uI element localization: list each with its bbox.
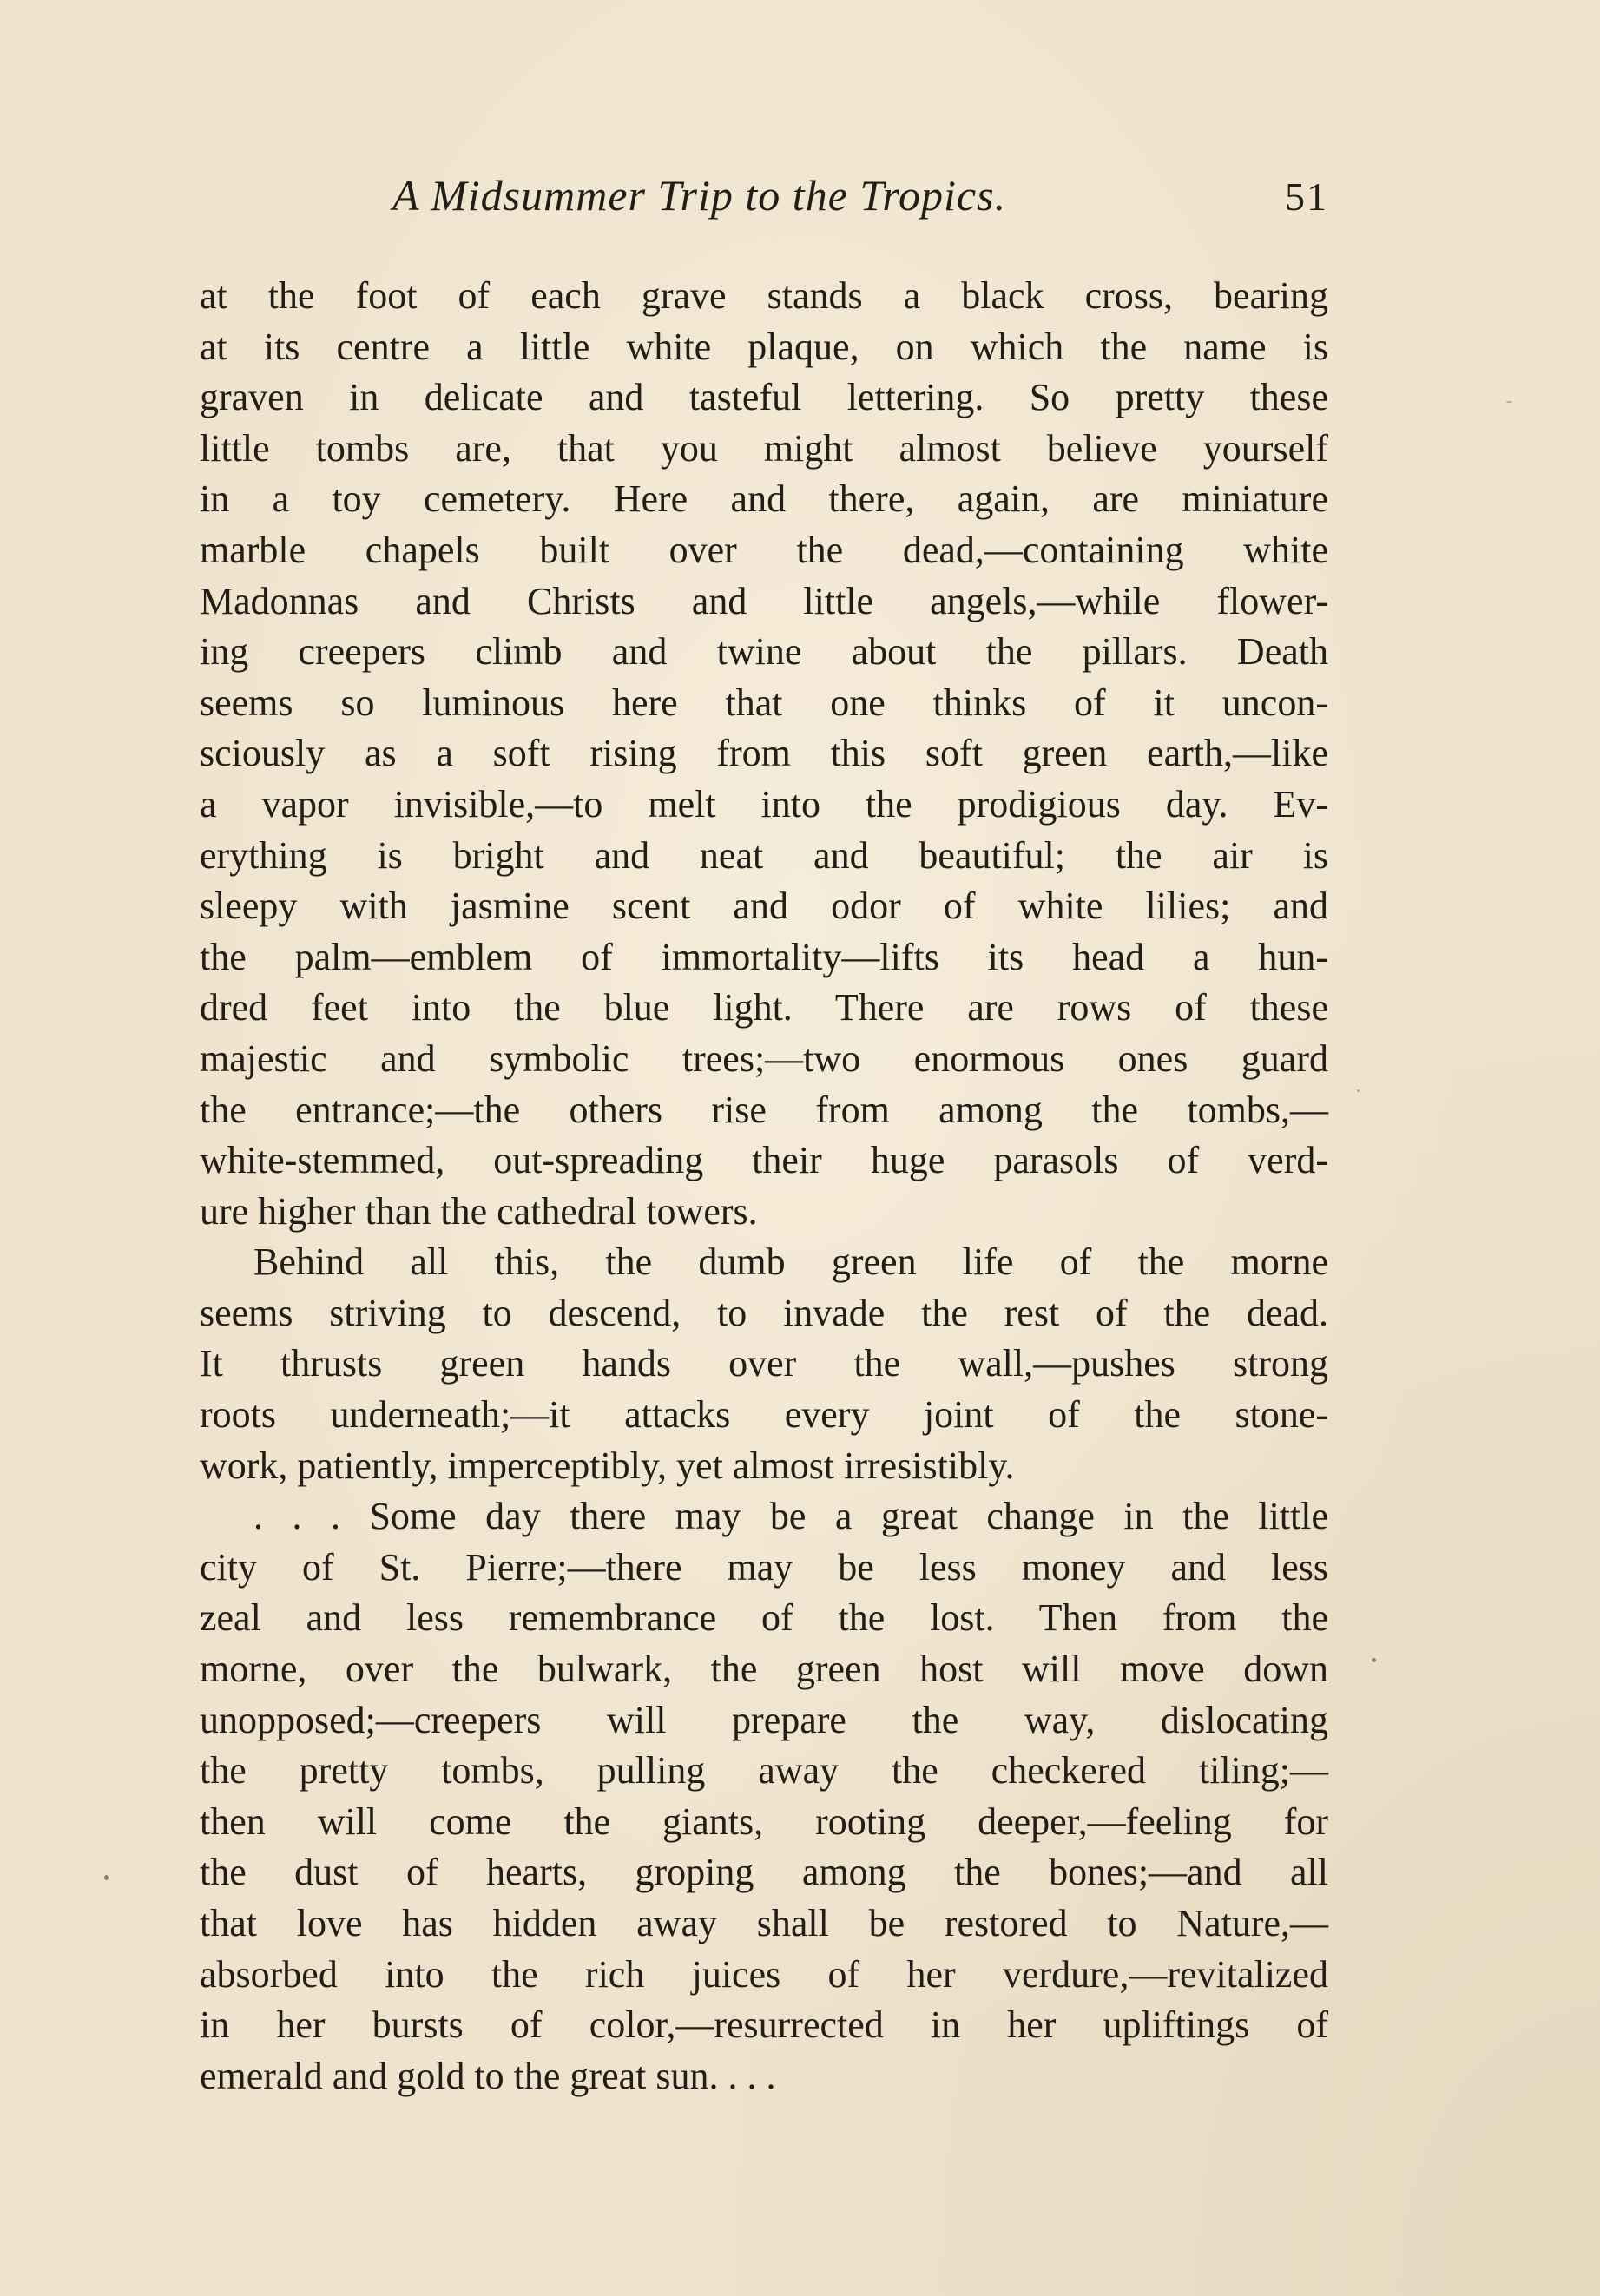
text-line: in her bursts of color,—resurrected in her upliftings of (200, 2003, 1328, 2047)
paragraph-end-line: emerald and gold to the great sun. . . . (200, 2054, 776, 2097)
running-title: A Midsummer Trip to the Tropics. (392, 171, 1007, 220)
paper-speck (1506, 401, 1512, 403)
paper-speck (1372, 1658, 1376, 1662)
text-line: majestic and symbolic trees;—two enormous ones guard (200, 1036, 1328, 1080)
text-line: ing creepers climb and twine about the pillars. Death (200, 630, 1328, 674)
text-line: It thrusts green hands over the wall,—pushes strong (200, 1342, 1328, 1385)
text-line: city of St. Pierre;—there may be less money and less (200, 1545, 1328, 1589)
text-line: the dust of hearts, groping among the bones;—and all (200, 1851, 1328, 1894)
text-line: morne, over the bulwark, the green host will move down (200, 1648, 1328, 1691)
text-line: erything is bright and neat and beautiful; the air is (200, 833, 1328, 877)
page-number: 51 (1285, 174, 1328, 219)
text-line: dred feet into the blue light. There are rows of these (200, 986, 1328, 1030)
text-line: at its centre a little white plaque, on which the name is (200, 325, 1328, 368)
paragraph-end-line: ure higher than the cathedral towers. (200, 1189, 758, 1233)
text-line: in a toy cemetery. Here and there, again, are miniature (200, 477, 1328, 521)
paper-speck (1357, 1089, 1360, 1092)
text-line: seems striving to descend, to invade the rest of the dead. (200, 1291, 1328, 1334)
body-text (200, 271, 1328, 2102)
text-line: sciously as a soft rising from this soft green earth,—like (200, 732, 1328, 775)
text-line: Madonnas and Christs and little angels,—while flower- (200, 579, 1328, 622)
text-line: sleepy with jasmine scent and odor of white lilies; and (200, 885, 1328, 928)
running-head (200, 170, 1328, 231)
text-line: absorbed into the rich juices of her verdure,—revitalized (200, 1952, 1328, 1996)
paper-speck (104, 1875, 109, 1880)
text-line: marble chapels built over the dead,—containing white (200, 528, 1328, 571)
text-line: the entrance;—the others rise from among the tombs,— (200, 1088, 1328, 1131)
text-line: graven in delicate and tasteful lettering. So pretty these (200, 376, 1328, 419)
paragraph-end-line: work, patiently, imperceptibly, yet almost irresistibly. (200, 1444, 1015, 1487)
text-line: a vapor invisible,—to melt into the prodigious day. Ev- (200, 782, 1328, 826)
text-line: unopposed;—creepers will prepare the way, dislocating (200, 1698, 1328, 1741)
text-line: that love has hidden away shall be restored to Nature,— (200, 1902, 1328, 1944)
text-line: seems so luminous here that one thinks of it uncon- (200, 681, 1328, 724)
text-line: the palm—emblem of immortality—lifts its head a hun- (200, 935, 1328, 978)
paragraph-start-line: . . . Some day there may be a great change in the little (253, 1495, 1328, 1538)
text-line: roots underneath;—it attacks every joint of the stone- (200, 1393, 1328, 1437)
text-line: white-stemmed, out-spreading their huge parasols of verd- (200, 1139, 1328, 1182)
paragraph-start-line: Behind all this, the dumb green life of the morne (253, 1240, 1328, 1284)
text-line: then will come the giants, rooting deeper,—feeling for (200, 1799, 1328, 1843)
text-line: little tombs are, that you might almost believe yourself (200, 426, 1328, 470)
text-line: at the foot of each grave stands a black cross, bearing (200, 274, 1328, 317)
text-line: zeal and less remembrance of the lost. Then from the (200, 1596, 1328, 1640)
text-line: the pretty tombs, pulling away the checkered tiling;— (200, 1749, 1328, 1793)
